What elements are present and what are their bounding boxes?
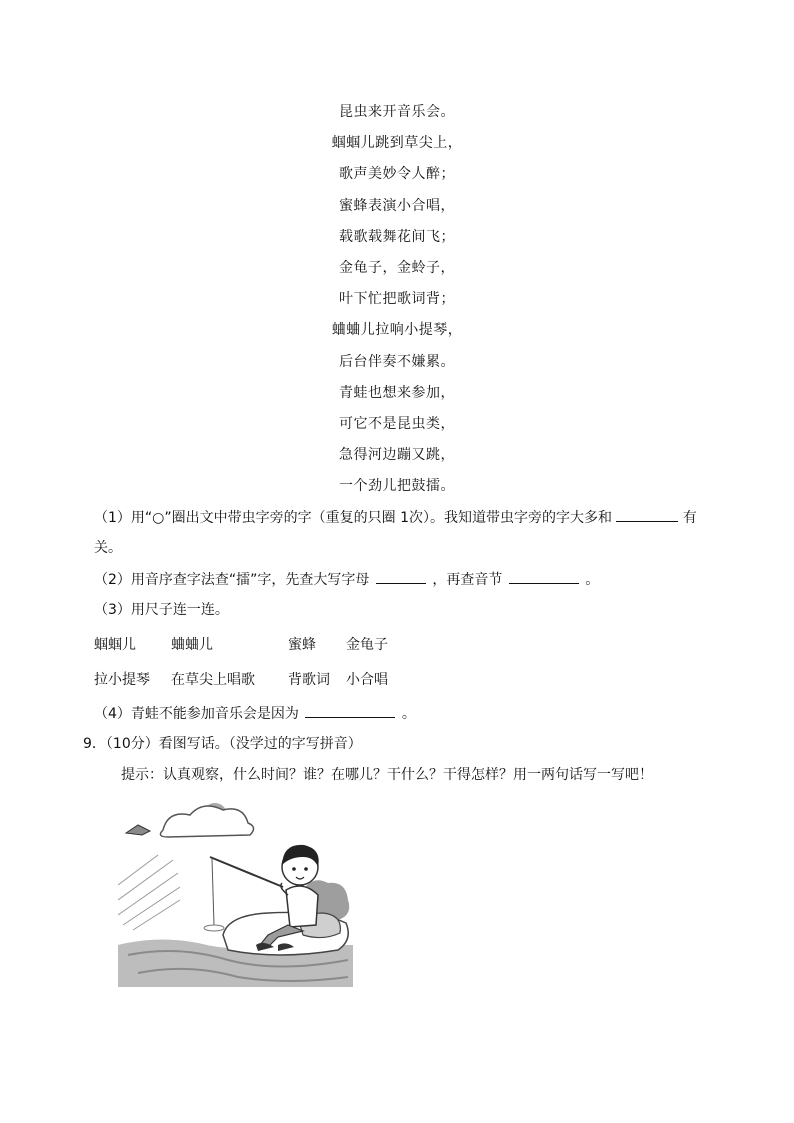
poem-line: 昆虫来开音乐会。 bbox=[339, 104, 455, 120]
answer-blank-2b[interactable] bbox=[509, 569, 579, 584]
match-top-item[interactable]: 蛐蛐儿 bbox=[171, 637, 213, 653]
boy-eye bbox=[292, 867, 296, 871]
question-9-title: 9．（10分）看图写话。（没学过的字写拼音） bbox=[83, 736, 362, 752]
poem-line: 蜜蜂表演小合唱， bbox=[339, 197, 455, 214]
bird-icon bbox=[126, 825, 150, 835]
poem-line: 可它不是昆虫类， bbox=[339, 415, 455, 432]
water-ring bbox=[204, 925, 224, 931]
cloud-icon bbox=[160, 806, 253, 837]
answer-blank-2a[interactable] bbox=[376, 569, 426, 584]
poem-line: 金龟子，金蛉子， bbox=[339, 259, 455, 276]
question-1-tail: 有 bbox=[682, 510, 697, 526]
question-3: （3）用尺子连一连。 bbox=[94, 602, 229, 618]
question-4-text: （4）青蛙不能参加音乐会是因为 bbox=[94, 706, 299, 722]
match-bottom-item[interactable]: 小合唱 bbox=[346, 672, 388, 688]
boy-shirt bbox=[286, 886, 318, 927]
match-top-item[interactable]: 金龟子 bbox=[346, 637, 388, 653]
question-1-continued: 关。 bbox=[94, 540, 122, 556]
match-top-item[interactable]: 蜜蜂 bbox=[288, 637, 316, 653]
match-top-item[interactable]: 蝈蝈儿 bbox=[94, 637, 136, 653]
question-2-text-c: 。 bbox=[585, 572, 600, 588]
poem bbox=[0, 97, 794, 502]
question-1 bbox=[94, 507, 697, 528]
poem-line: 急得河边蹦又跳， bbox=[339, 447, 455, 464]
question-2 bbox=[94, 569, 599, 590]
question-2-text-b: ，再查音节 bbox=[432, 572, 503, 588]
match-bottom-item[interactable]: 背歌词 bbox=[288, 672, 330, 688]
match-bottom-item[interactable]: 在草尖上唱歌 bbox=[171, 672, 255, 688]
background-hatch bbox=[118, 855, 180, 930]
question-2-text-a: （2）用音序查字法查“擂”字，先查大写字母 bbox=[94, 572, 370, 588]
poem-line: 蛐蛐儿拉响小提琴， bbox=[331, 322, 463, 339]
poem-line: 后台伴奏不嫌累。 bbox=[339, 353, 455, 370]
poem-line: 青蛙也想来参加， bbox=[339, 384, 455, 401]
fishing-rod bbox=[210, 857, 283, 887]
boy-eye bbox=[304, 867, 308, 871]
poem-line: 一个劲儿把鼓擂。 bbox=[339, 478, 455, 495]
match-bottom-item[interactable]: 拉小提琴 bbox=[94, 672, 150, 688]
poem-line: 歌声美妙令人醉； bbox=[339, 166, 455, 183]
fishing-boy-illustration bbox=[118, 795, 353, 987]
poem-line: 蝈蝈儿跳到草尖上， bbox=[331, 135, 463, 152]
question-1-text: （1）用“○”圈出文中带虫字旁的字（重复的只圈 1次）。我知道带虫字旁的字大多和 bbox=[94, 510, 612, 526]
answer-blank-4[interactable] bbox=[305, 703, 395, 718]
fishing-line bbox=[212, 859, 214, 925]
question-9-hint: 提示：认真观察，什么时间？谁？在哪儿？干什么？干得怎样？用一两句话写一写吧！ bbox=[121, 767, 653, 783]
question-4 bbox=[94, 703, 416, 724]
question-4-end: 。 bbox=[401, 706, 416, 722]
poem-line: 载歌载舞花间飞； bbox=[339, 228, 455, 245]
answer-blank-1[interactable] bbox=[616, 507, 678, 522]
poem-line: 叶下忙把歌词背； bbox=[339, 291, 455, 308]
